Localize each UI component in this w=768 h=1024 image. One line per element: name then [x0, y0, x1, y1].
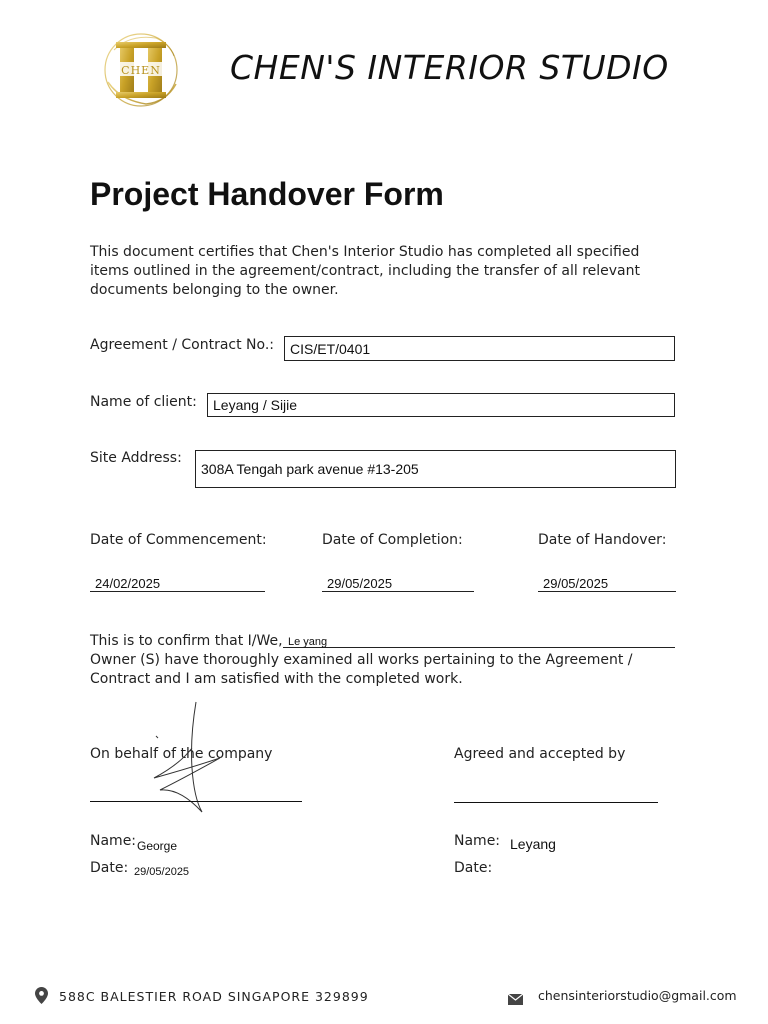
location-pin-icon [35, 987, 48, 1004]
confirmation-paragraph [90, 632, 680, 689]
client-name-label: Name: [454, 833, 501, 849]
handover-date-field[interactable]: 29/05/2025 [538, 575, 676, 592]
company-signature-line [90, 801, 302, 802]
client-name-value[interactable]: Leyang [510, 836, 556, 852]
intro-paragraph: This document certifies that Chen's Interior Studio has completed all specified items outlined in the agreement/contract, including the transfer of all relevant documents belonging to the owner. [90, 244, 640, 298]
address-label: Site Address: [90, 450, 182, 466]
confirmation-body: Owner (S) have thoroughly examined all works pertaining to the Agreement / Contract and I am satisfied with the completed work. [90, 652, 633, 687]
company-logo [100, 30, 182, 110]
company-signature-label: On behalf of the company [90, 746, 273, 762]
company-name: CHEN'S INTERIOR STUDIO [230, 48, 669, 87]
commencement-label: Date of Commencement: [90, 532, 267, 548]
client-field[interactable]: Leyang / Sijie [207, 393, 675, 417]
client-signature-line [454, 802, 658, 803]
mail-icon [508, 990, 523, 1001]
contract-field[interactable]: CIS/ET/0401 [284, 336, 675, 361]
client-signature-label: Agreed and accepted by [454, 746, 626, 762]
commencement-date-field[interactable]: 24/02/2025 [90, 575, 265, 592]
contract-label: Agreement / Contract No.: [90, 337, 275, 353]
footer-email[interactable]: chensinteriorstudio@gmail.com [538, 988, 737, 1003]
completion-date-field[interactable]: 29/05/2025 [322, 575, 474, 592]
completion-label: Date of Completion: [322, 532, 463, 548]
page-title: Project Handover Form [90, 176, 444, 212]
handover-label: Date of Handover: [538, 532, 667, 548]
company-date-label: Date: [90, 860, 129, 876]
company-date-value[interactable]: 29/05/2025 [134, 866, 190, 878]
client-date-label: Date: [454, 860, 493, 876]
signer-name-field[interactable]: Le yang [288, 636, 328, 648]
confirmation-prefix: This is to confirm that I/We, [90, 633, 283, 649]
logo-text: CHEN [121, 64, 161, 77]
company-name-value[interactable]: George [137, 839, 178, 853]
company-name-label: Name: [90, 833, 137, 849]
footer-address: 588C BALESTIER ROAD SINGAPORE 329899 [59, 989, 369, 1004]
address-field[interactable]: 308A Tengah park avenue #13-205 [195, 450, 676, 488]
company-signature [140, 698, 230, 818]
client-label: Name of client: [90, 394, 197, 410]
